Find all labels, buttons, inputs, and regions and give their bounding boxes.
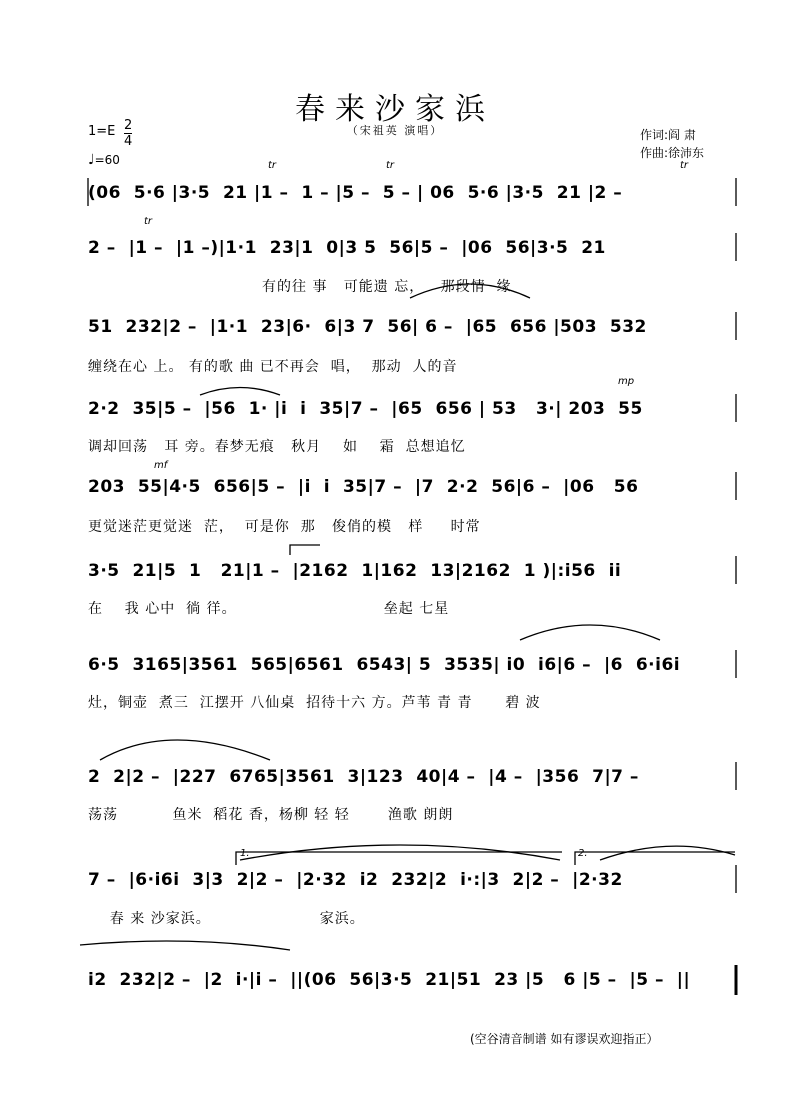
footer-note: (空谷清音制谱 如有谬误欢迎指正）: [470, 1032, 659, 1046]
trill-mark: tr: [144, 216, 153, 227]
system-9-notes: 7 – |6·i6i 3|3 2|2 – |2·32 i2 232|2 i·:|3 2|2 – |2·32: [88, 870, 623, 890]
system-4-notes: 2·2 35|5 – |56 1· |i i 35|7 – |65 656 | 53 3·| 203 55: [88, 399, 643, 419]
song-title: 春来沙家浜: [295, 92, 495, 127]
dynamic-mf: mf: [154, 460, 168, 471]
meter-top: 2: [124, 118, 133, 133]
system-9-lyrics: 春 来 沙家浜。 家浜。: [88, 911, 365, 927]
composer: 作曲:徐沛东: [640, 146, 705, 160]
system-5-notes: 203 55|4·5 656|5 – |i i 35|7 – |7 2·2 56|6 – |06 56: [88, 477, 639, 497]
system-10-notes: i2 232|2 – |2 i·|i – ||(06 56|3·5 21|51 23 |5 6 |5 – |5 – ||: [88, 970, 691, 990]
dynamic-mp: mp: [618, 376, 635, 387]
performer-subtitle: （宋祖英 演唱）: [346, 124, 444, 137]
second-ending: 2.: [578, 848, 588, 859]
first-ending: 1.: [240, 848, 250, 859]
system-7-lyrics: 灶，铜壶 煮三 江摆开 八仙桌 招待十六 方。芦苇 青 青 碧 波: [88, 695, 541, 711]
system-5-lyrics: 更觉迷茫更觉迷 茫， 可是你 那 俊俏的模 样 时常: [88, 519, 481, 535]
system-4-lyrics: 调却回荡 耳 旁。春梦无痕 秋月 如 霜 总想追忆: [88, 439, 466, 455]
system-3-lyrics: 缠绕在心 上。 有的歌 曲 已不再会 唱， 那动 人的音: [88, 359, 458, 375]
system-8-lyrics: 荡荡 鱼米 稻花 香，杨柳 轻 轻 渔歌 朗朗: [88, 807, 454, 823]
system-6-notes: 3·5 21|5 1 21|1 – |2162 1|162 13|2162 1 )|:i56 ii: [88, 561, 622, 581]
system-2-lyrics: 有的往 事 可能遗 忘， 那段情 缘: [262, 279, 512, 295]
quarter-note-icon: ♩: [88, 152, 95, 168]
system-7-notes: 6·5 3165|3561 565|6561 6543| 5 3535| i0 i6|6 – |6 6·i6i: [88, 655, 681, 675]
trill-mark: tr: [386, 160, 395, 171]
system-2-notes: 2 – |1 – |1 –)|1·1 23|1 0|3 5 56|5 – |06 56|3·5 21: [88, 238, 606, 258]
trill-mark: tr: [680, 160, 689, 171]
meter-bottom: 4: [124, 134, 133, 149]
system-6-lyrics: 在 我 心中 徜 徉。 垒起 七星: [88, 601, 450, 617]
trill-mark: tr: [268, 160, 277, 171]
lyricist: 作词:阎 肃: [640, 128, 696, 142]
system-3-notes: 51 232|2 – |1·1 23|6· 6|3 7 56| 6 – |65 656 |503 532: [88, 317, 647, 337]
key-signature: 1=E: [88, 124, 116, 139]
system-8-notes: 2 2|2 – |227 6765|3561 3|123 40|4 – |4 – |356 7|7 –: [88, 767, 639, 787]
system-1-notes: (06 5·6 |3·5 21 |1 – 1 – |5 – 5 – | 06 5·6 |3·5 21 |2 –: [88, 183, 623, 203]
tempo-value: =60: [94, 153, 120, 167]
